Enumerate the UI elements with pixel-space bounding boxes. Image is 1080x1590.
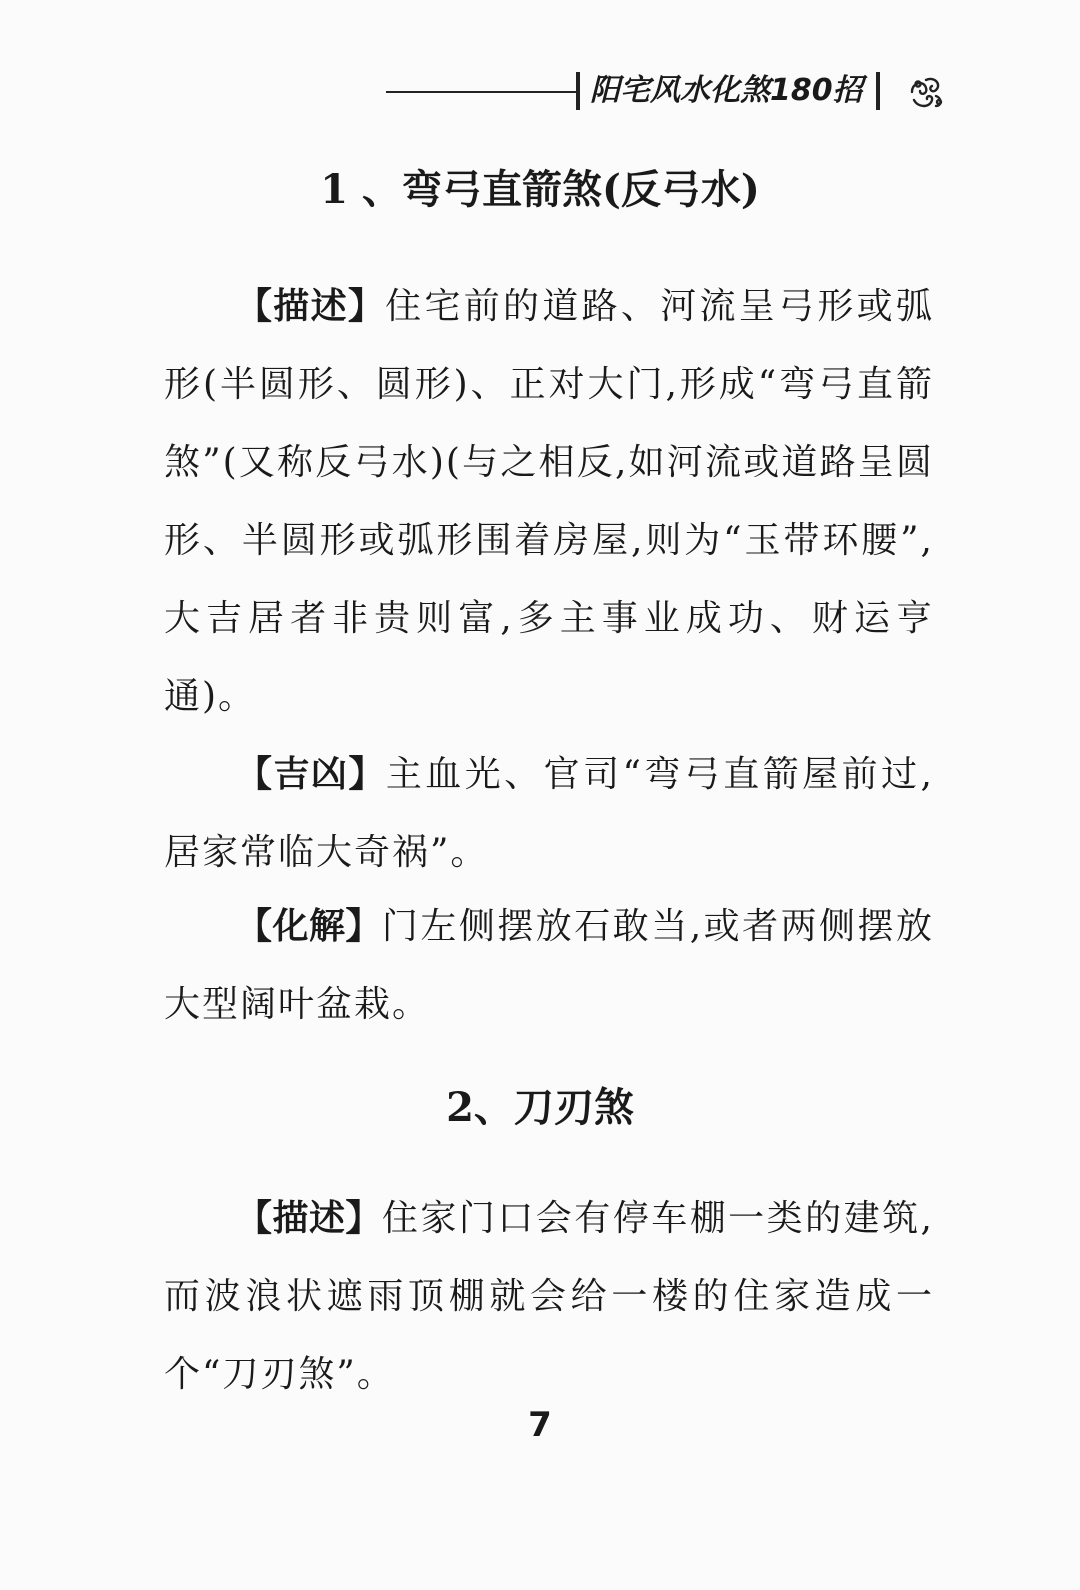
- book-title: 阳宅风水化煞180招: [590, 73, 863, 108]
- cloud-swirl-icon: [906, 72, 946, 112]
- fortune-text: 主血光、官司“弯弓直箭屋前过,居家常临大奇祸”。: [164, 754, 934, 873]
- description-label: 【描述】: [236, 286, 386, 327]
- fortune-label: 【吉凶】: [236, 754, 386, 795]
- header-bar-right: [876, 72, 880, 110]
- section-2-description: [164, 1180, 934, 1414]
- section-1-remedy: [164, 888, 934, 1044]
- page-number: 7: [528, 1405, 552, 1445]
- section-title-1: 1 、弯弓直箭煞(反弓水): [320, 166, 760, 213]
- section-1-fortune: [164, 736, 934, 892]
- section-title-2: 2、刀刃煞: [446, 1084, 634, 1131]
- remedy-text: 门左侧摆放石敢当,或者两侧摆放大型阔叶盆栽。: [164, 906, 934, 1025]
- header-bar-left: [576, 72, 580, 110]
- header-rule: [386, 91, 576, 93]
- section-1-description: [164, 268, 934, 736]
- description-text: 住家门口会有停车棚一类的建筑,而波浪状遮雨顶棚就会给一楼的住家造成一个“刀刃煞”。: [164, 1198, 934, 1395]
- description-text: 住宅前的道路、河流呈弓形或弧形(半圆形、圆形)、正对大门,形成“弯弓直箭煞”(又称反弓水)(与之相反,如河流或道路呈圆形、半圆形或弧形围着房屋,则为“玉带环腰”,大吉居者非贵则富,多主事业成功、财运亨通)。: [164, 286, 934, 717]
- description-label: 【描述】: [236, 1198, 382, 1239]
- remedy-label: 【化解】: [236, 906, 382, 947]
- running-header: [380, 66, 960, 116]
